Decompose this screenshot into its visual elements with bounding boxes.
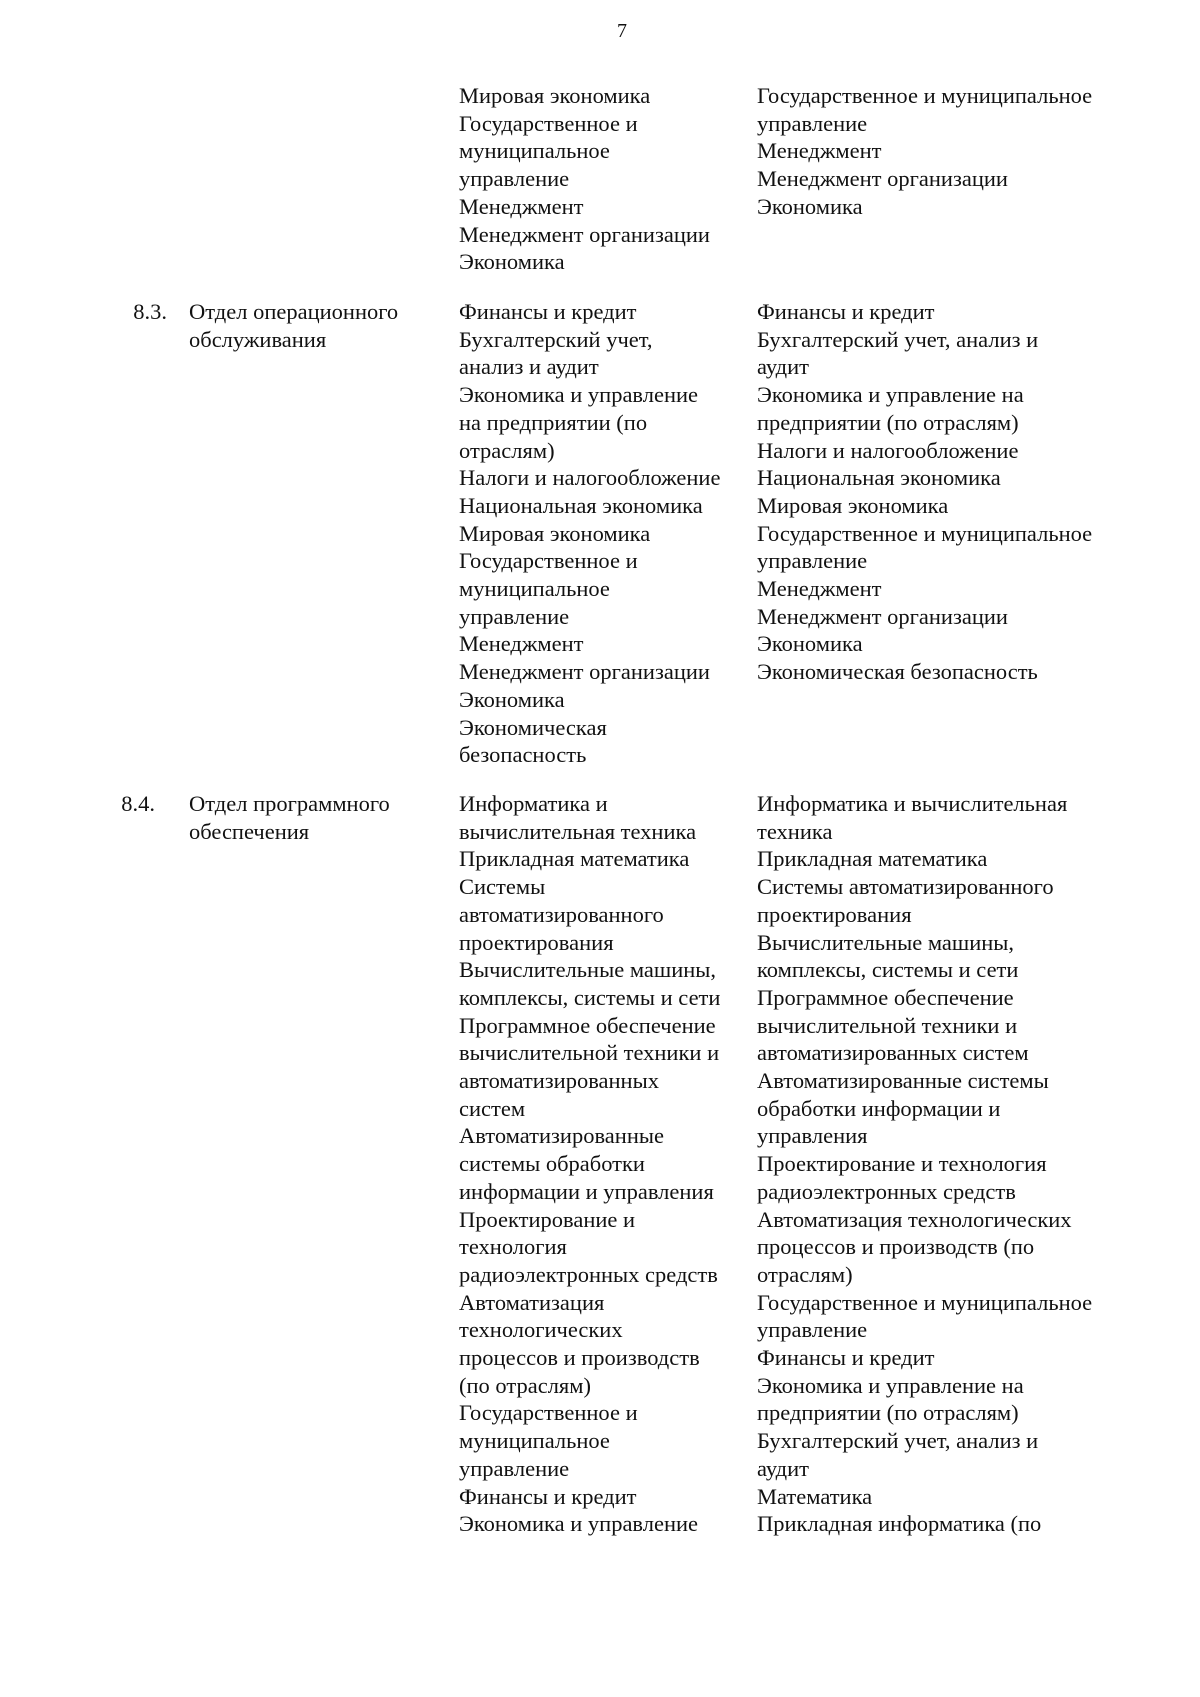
- list-item: Менеджмент организации: [459, 221, 710, 247]
- list-item: Автоматизированные: [459, 1123, 664, 1149]
- list-item: проектирования: [757, 901, 912, 927]
- list-item: Программное обеспечение: [757, 984, 1014, 1010]
- row-number: 8.3.: [133, 299, 167, 324]
- department-name-line: Отдел операционного: [189, 299, 399, 324]
- list-item: отраслям): [757, 1261, 853, 1287]
- list-item: Автоматизация технологических: [757, 1206, 1072, 1232]
- list-item: Бухгалтерский учет,: [459, 326, 653, 352]
- department-name-line: Отдел программного: [189, 791, 390, 816]
- list-item: технология: [459, 1234, 567, 1260]
- list-item: Автоматизированные системы: [757, 1068, 1049, 1094]
- list-item: автоматизированных систем: [757, 1040, 1029, 1066]
- list-item: вычислительной техники и: [459, 1040, 720, 1066]
- list-item: управление: [459, 1455, 570, 1481]
- list-item: Прикладная информатика (по: [757, 1511, 1042, 1537]
- list-item: Менеджмент: [459, 631, 584, 657]
- list-item: информации и управления: [459, 1178, 714, 1204]
- list-item: Экономика: [459, 249, 565, 275]
- list-item: Бухгалтерский учет, анализ и: [757, 326, 1039, 352]
- list-item: Проектирование и: [459, 1206, 636, 1232]
- list-item: Экономика: [757, 631, 863, 657]
- list-item: Менеджмент организации: [757, 166, 1008, 192]
- list-item: Прикладная математика: [459, 846, 690, 872]
- list-item: автоматизированных: [459, 1068, 659, 1094]
- list-item: Программное обеспечение: [459, 1012, 716, 1038]
- list-item: процессов и производств: [459, 1345, 700, 1371]
- department-name: [189, 298, 429, 353]
- list-item: Вычислительные машины,: [757, 929, 1015, 955]
- list-item: Государственное и муниципальное: [757, 1289, 1093, 1315]
- list-item: Мировая экономика: [459, 83, 651, 108]
- list-item: Экономика и управление: [459, 382, 699, 408]
- required-specialties-list: [459, 298, 759, 769]
- list-item: анализ и аудит: [459, 354, 599, 380]
- list-item: комплексы, системы и сети: [757, 957, 1019, 983]
- list-item: муниципальное: [459, 576, 610, 602]
- list-item: систем: [459, 1095, 526, 1121]
- list-item: управление: [459, 166, 570, 192]
- list-item: предприятии (по отраслям): [757, 1400, 1019, 1426]
- list-item: Информатика и: [459, 791, 608, 816]
- list-item: муниципальное: [459, 138, 610, 164]
- list-item: Экономика: [757, 193, 863, 219]
- list-item: управление: [757, 548, 868, 574]
- list-item: Государственное и муниципальное: [757, 83, 1093, 108]
- list-item: управление: [757, 1317, 868, 1343]
- list-item: Менеджмент организации: [459, 659, 710, 685]
- list-item: технологических: [459, 1317, 623, 1343]
- list-item: муниципальное: [459, 1428, 610, 1454]
- list-item: Экономика: [459, 686, 565, 712]
- page-number: 7: [617, 20, 627, 42]
- list-item: проектирования: [459, 929, 614, 955]
- list-item: Вычислительные машины,: [459, 957, 717, 983]
- list-item: Мировая экономика: [459, 520, 651, 546]
- list-item: Экономика и управление на: [757, 382, 1024, 408]
- list-item: отраслям): [459, 437, 555, 463]
- list-item: процессов и производств (по: [757, 1234, 1035, 1260]
- list-item: Государственное и: [459, 110, 638, 136]
- list-item: Национальная экономика: [459, 492, 703, 518]
- list-item: автоматизированного: [459, 901, 664, 927]
- list-item: Проектирование и технология: [757, 1151, 1047, 1177]
- list-item: Национальная экономика: [757, 465, 1001, 491]
- list-item: (по отраслям): [459, 1372, 592, 1398]
- list-item: предприятии (по отраслям): [757, 409, 1019, 435]
- department-name-line: обслуживания: [189, 326, 327, 352]
- list-item: комплексы, системы и сети: [459, 984, 721, 1010]
- list-item: Государственное и: [459, 1400, 638, 1426]
- list-item: Налоги и налогообложение: [757, 437, 1019, 463]
- list-item: Экономическая: [459, 714, 607, 740]
- alternative-specialties-list: [757, 298, 1177, 686]
- list-item: Менеджмент: [757, 138, 882, 164]
- list-item: Финансы и кредит: [757, 1345, 935, 1371]
- required-specialties-list: [459, 790, 759, 1538]
- list-item: обработки информации и: [757, 1095, 1001, 1121]
- list-item: Финансы и кредит: [459, 1483, 637, 1509]
- department-name-line: обеспечения: [189, 818, 310, 844]
- list-item: радиоэлектронных средств: [459, 1261, 718, 1287]
- list-item: Системы: [459, 874, 546, 900]
- list-item: Налоги и налогообложение: [459, 465, 721, 491]
- list-item: Финансы и кредит: [459, 299, 637, 324]
- list-item: Экономика и управление на: [757, 1372, 1024, 1398]
- list-item: на предприятии (по: [459, 409, 648, 435]
- department-name: [189, 790, 429, 845]
- row-number: 8.4.: [121, 791, 155, 816]
- list-item: безопасность: [459, 742, 587, 768]
- list-item: Менеджмент организации: [757, 603, 1008, 629]
- list-item: Менеджмент: [757, 576, 882, 602]
- list-item: Финансы и кредит: [757, 299, 935, 324]
- list-item: Мировая экономика: [757, 492, 949, 518]
- list-item: управление: [757, 110, 868, 136]
- list-item: Экономика и управление: [459, 1511, 699, 1537]
- list-item: Прикладная математика: [757, 846, 988, 872]
- list-item: аудит: [757, 354, 809, 380]
- list-item: радиоэлектронных средств: [757, 1178, 1016, 1204]
- list-item: Системы автоматизированного: [757, 874, 1054, 900]
- list-item: Экономическая безопасность: [757, 659, 1038, 685]
- list-item: Менеджмент: [459, 193, 584, 219]
- alternative-specialties-list: [757, 82, 1177, 221]
- list-item: Бухгалтерский учет, анализ и: [757, 1428, 1039, 1454]
- list-item: управления: [757, 1123, 868, 1149]
- list-item: Государственное и: [459, 548, 638, 574]
- list-item: аудит: [757, 1455, 809, 1481]
- list-item: Автоматизация: [459, 1289, 605, 1315]
- list-item: вычислительной техники и: [757, 1012, 1018, 1038]
- list-item: Математика: [757, 1483, 873, 1509]
- list-item: управление: [459, 603, 570, 629]
- required-specialties-list: [459, 82, 759, 276]
- list-item: Государственное и муниципальное: [757, 520, 1093, 546]
- list-item: Информатика и вычислительная: [757, 791, 1068, 816]
- list-item: вычислительная техника: [459, 818, 697, 844]
- list-item: техника: [757, 818, 833, 844]
- alternative-specialties-list: [757, 790, 1177, 1538]
- list-item: системы обработки: [459, 1151, 645, 1177]
